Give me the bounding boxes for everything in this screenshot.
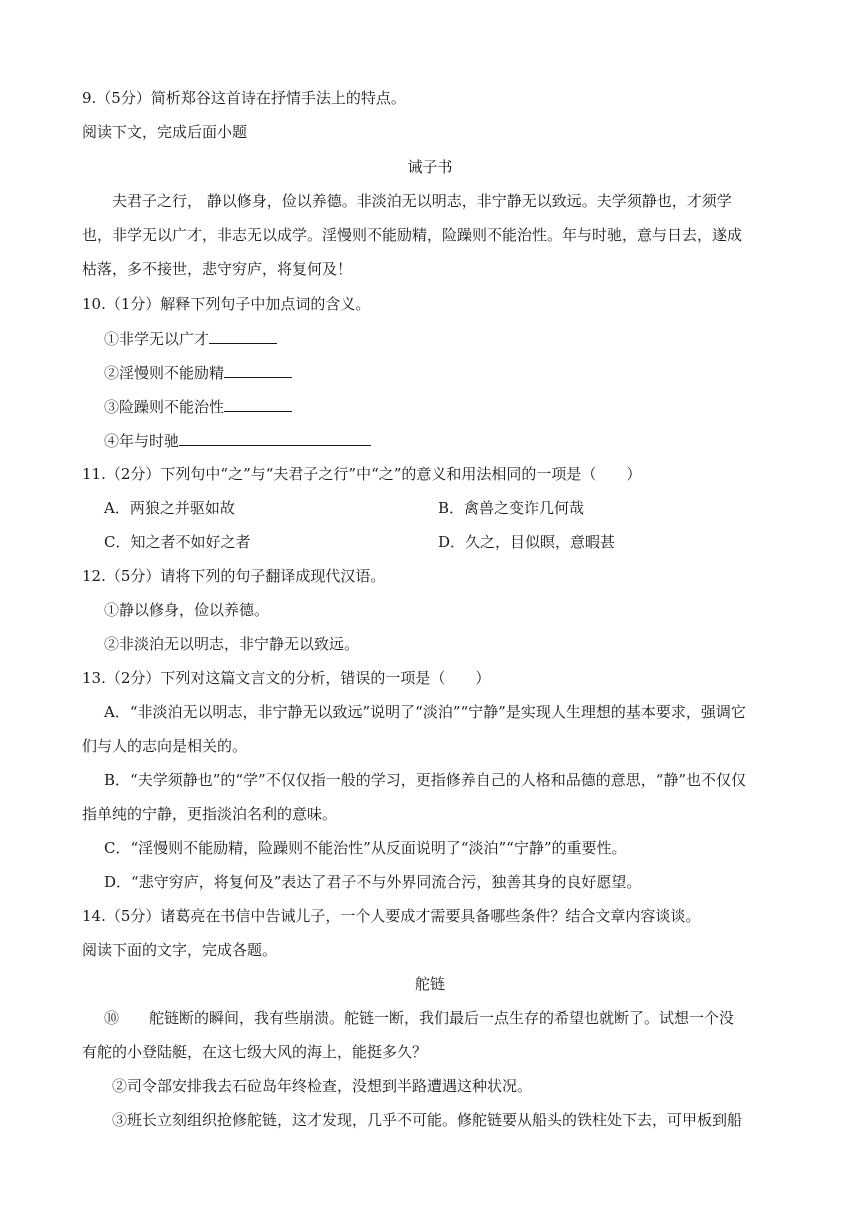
q10-item-4 [104,430,371,451]
question-14: 14.（5分）诸葛亮在书信中告诫儿子，一个人要成才需要具备哪些条件？结合文章内容谈谈。 [82,907,701,925]
reading-instruction-1: 阅读下文，完成后面小题 [82,123,248,141]
q11-option-a: A．两狼之并驱如故 [104,499,235,517]
passage-title-1: 诫子书 [407,158,453,176]
q10-item-3 [104,396,292,417]
passage-2-para-2: ②司令部安排我去石砬岛年终检查，没想到半路遭遇这种状况。 [112,1077,533,1095]
q13-option-d: D．“悲守穷庐，将复何及”表达了君子不与外界同流合污，独善其身的良好愿望。 [104,873,642,891]
question-12: 12.（5分）请将下列的句子翻译成现代汉语。 [82,567,386,585]
question-9: 9.（5分）简析郑谷这首诗在抒情手法上的特点。 [82,89,406,107]
question-10: 10.（1分）解释下列句子中加点词的含义。 [82,295,371,313]
passage-1-line-1: 夫君子之行， 静以修身，俭以养德。非淡泊无以明志，非宁静无以致远。夫学须静也，才须学 [112,192,732,210]
q13-option-b-line-2: 指单纯的宁静，更指淡泊名利的意味。 [82,805,338,823]
q10-item-1 [104,328,277,349]
answer-blank[interactable] [179,430,371,446]
q13-option-c: C．“淫慢则不能励精，险躁则不能治性”从反面说明了“淡泊”“宁静”的重要性。 [104,839,627,857]
q11-option-b: B．禽兽之变诈几何哉 [438,499,585,517]
passage-2-para-1-line-2: 有舵的小登陆艇，在这七级大风的海上，能挺多久？ [82,1043,428,1061]
reading-instruction-2: 阅读下面的文字，完成各题。 [82,941,278,959]
passage-1-line-2: 也，非学无以广才，非志无以成学。淫慢则不能励精，险躁则不能治性。年与时驰，意与日去，遂成 [82,226,743,244]
answer-blank[interactable] [224,396,292,412]
passage-title-2: 舵链 [414,975,445,993]
q10-item-1-text: ①非学无以广才 [104,330,210,348]
question-11: 11.（2分）下列句中“之”与“夫君子之行”中“之”的意义和用法相同的一项是（ ） [82,465,642,483]
passage-1-line-3: 枯落，多不接世，悲守穷庐，将复何及！ [82,260,353,278]
q13-option-a-line-2: 们与人的志向是相关的。 [82,737,248,755]
passage-2-para-3: ③班长立刻组织抢修舵链，这才发现，几乎不可能。修舵链要从船头的铁柱处下去，可甲板到船 [112,1111,743,1129]
passage-2-para-1-line-1: ⑩ 舵链断的瞬间，我有些崩溃。舵链一断，我们最后一点生存的希望也就断了。试想一个没 [104,1009,735,1027]
q12-item-1: ①静以修身，俭以养德。 [104,601,270,619]
q10-item-2-text: ②淫慢则不能励精 [104,364,225,382]
q13-option-b-line-1: B．“夫学须静也”的“学”不仅仅指一般的学习，更指修养自己的人格和品德的意思，“静”也不仅仅 [104,771,747,789]
q13-option-a-line-1: A．“非淡泊无以明志，非宁静无以致远”说明了“淡泊”“宁静”是实现人生理想的基本要求，强调它 [104,703,746,721]
q11-option-d: D．久之，目似瞑，意暇甚 [438,533,616,551]
q10-item-2 [104,362,292,383]
q12-item-2: ②非淡泊无以明志，非宁静无以致远。 [104,635,360,653]
q10-item-3-text: ③险躁则不能治性 [104,398,225,416]
question-13: 13.（2分）下列对这篇文言文的分析，错误的一项是（ ） [82,669,491,687]
answer-blank[interactable] [224,362,292,378]
q11-option-c: C．知之者不如好之者 [104,533,251,551]
answer-blank[interactable] [209,328,277,344]
q10-item-4-text: ④年与时驰 [104,432,180,450]
